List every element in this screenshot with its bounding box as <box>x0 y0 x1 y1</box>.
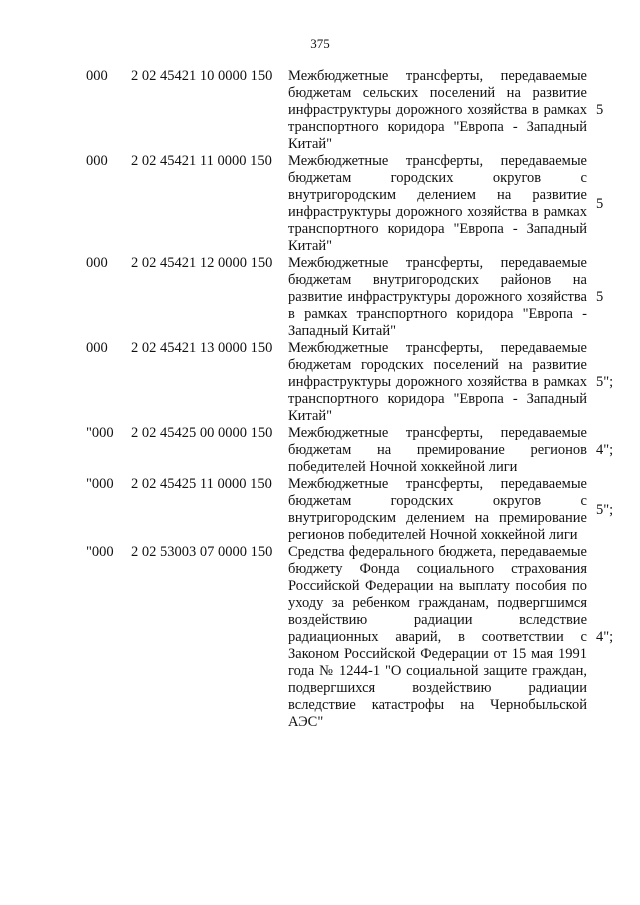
revenue-name: Межбюджетные трансферты, передаваемые бюджетам внутригородских районов на развитие инфраструктуры дорожного хозяйства в рамках транспортного коридора "Европа - Западный Китай" <box>288 255 587 339</box>
table-row <box>0 544 640 731</box>
budget-classification-code: 2 02 45421 10 0000 150 <box>131 68 273 84</box>
norm-value: 5 <box>596 102 604 118</box>
table-row <box>0 340 640 425</box>
revenue-name: Межбюджетные трансферты, передаваемые бюджетам на премирование регионов победителей Ночной хоккейной лиги <box>288 425 587 475</box>
table-row <box>0 255 640 340</box>
page-number: 375 <box>310 36 330 51</box>
admin-code: "000 <box>86 544 114 560</box>
admin-code: 000 <box>86 68 108 84</box>
revenue-name: Средства федерального бюджета, передаваемые бюджету Фонда социального страхования Российской Федерации на выплату пособия по уходу за ребенком гражданам, подвергшимся воздействию радиации вследствие радиационных аварий, в соответствии с Законом Российской Федерации от 15 мая 1991 года № 1244-1 "О социальной защите граждан, подвергшихся воздействию радиации вследствие катастрофы на Чернобыльской АЭС" <box>288 544 587 730</box>
revenue-name: Межбюджетные трансферты, передаваемые бюджетам сельских поселений на развитие инфраструктуры дорожного хозяйства в рамках транспортного коридора "Европа - Западный Китай" <box>288 68 587 152</box>
norm-value: 5 <box>596 289 604 305</box>
table-row <box>0 153 640 255</box>
budget-classification-table <box>0 68 640 731</box>
budget-classification-code: 2 02 45421 12 0000 150 <box>131 255 273 271</box>
budget-classification-code: 2 02 45425 00 0000 150 <box>131 425 273 441</box>
budget-classification-code: 2 02 53003 07 0000 150 <box>131 544 273 560</box>
admin-code: 000 <box>86 255 108 271</box>
revenue-name: Межбюджетные трансферты, передаваемые бюджетам городских округов с внутригородским делением на развитие инфраструктуры дорожного хозяйства в рамках транспортного коридора "Европа - Западный Китай" <box>288 153 587 254</box>
norm-value: 4"; <box>596 442 614 458</box>
table-row <box>0 425 640 476</box>
admin-code: 000 <box>86 153 108 169</box>
revenue-name: Межбюджетные трансферты, передаваемые бюджетам городских округов с внутригородским делением на премирование регионов победителей Ночной хоккейной лиги <box>288 476 587 543</box>
norm-value: 5 <box>596 195 604 212</box>
budget-classification-code: 2 02 45421 13 0000 150 <box>131 340 273 356</box>
budget-classification-code: 2 02 45421 11 0000 150 <box>131 153 272 169</box>
budget-classification-code: 2 02 45425 11 0000 150 <box>131 476 272 492</box>
table-row <box>0 476 640 544</box>
admin-code: "000 <box>86 425 114 441</box>
norm-value: 4"; <box>596 629 614 645</box>
table-row <box>0 68 640 153</box>
admin-code: 000 <box>86 340 108 356</box>
admin-code: "000 <box>86 476 114 492</box>
revenue-name: Межбюджетные трансферты, передаваемые бюджетам городских поселений на развитие инфраструктуры дорожного хозяйства в рамках транспортного коридора "Европа - Западный Китай" <box>288 340 587 424</box>
norm-value: 5"; <box>596 501 614 518</box>
norm-value: 5"; <box>596 374 614 390</box>
